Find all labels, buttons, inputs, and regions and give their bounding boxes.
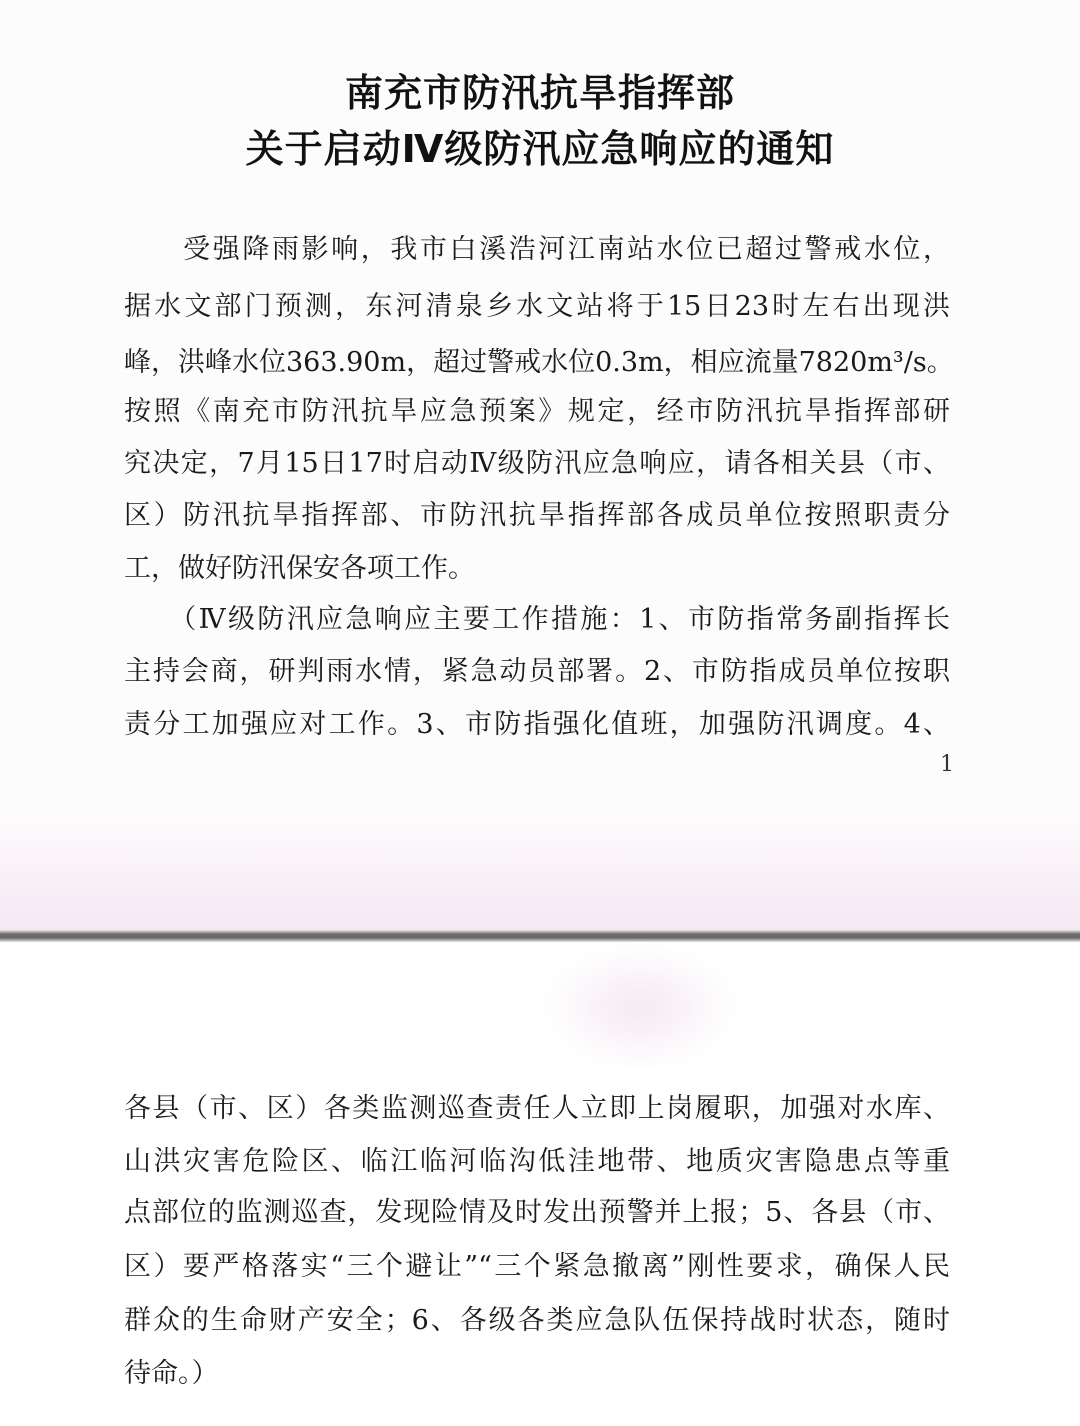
body-line: 究决定，7月15日17时启动Ⅳ级防汛应急响应，请各相关县（市、 — [124, 448, 950, 479]
body-line: （Ⅳ级防汛应急响应主要工作措施：1、市防指常务副指挥长 — [124, 604, 950, 635]
page-number: 1 — [940, 752, 954, 777]
body-line: 待命。） — [124, 1358, 219, 1389]
body-line: 点部位的监测巡查，发现险情及时发出预警并上报；5、各县（市、 — [124, 1197, 950, 1228]
body-line: 山洪灾害危险区、临江临河临沟低洼地带、地质灾害隐患点等重 — [124, 1146, 950, 1177]
body-line: 各县（市、区）各类监测巡查责任人立即上岗履职，加强对水库、 — [124, 1093, 950, 1124]
page-divider — [0, 930, 1080, 942]
body-line: 据水文部门预测，东河清泉乡水文站将于15日23时左右出现洪 — [124, 291, 950, 322]
document-title-line-1: 南充市防汛抗旱指挥部 — [344, 71, 735, 115]
body-line: 主持会商，研判雨水情，紧急动员部署。2、市防指成员单位按职 — [124, 656, 950, 687]
body-line: 工，做好防汛保安各项工作。 — [124, 553, 475, 584]
body-line: 责分工加强应对工作。3、市防指强化值班，加强防汛调度。4、 — [124, 709, 950, 740]
body-line: 群众的生命财产安全；6、各级各类应急队伍保持战时状态，随时 — [124, 1305, 950, 1336]
body-line: 峰，洪峰水位363.90m，超过警戒水位0.3m，相应流量7820m³/s。 — [124, 347, 954, 378]
body-line: 按照《南充市防汛抗旱应急预案》规定，经市防汛抗旱指挥部研 — [124, 396, 950, 427]
body-line: 区）要严格落实“三个避让”“三个紧急撤离”刚性要求，确保人民 — [124, 1251, 950, 1282]
document-title-line-2: 关于启动Ⅳ级防汛应急响应的通知 — [245, 127, 835, 171]
body-line: 区）防汛抗旱指挥部、市防汛抗旱指挥部各成员单位按照职责分 — [124, 500, 950, 531]
body-line: 受强降雨影响，我市白溪浩河江南站水位已超过警戒水位， — [124, 234, 950, 265]
